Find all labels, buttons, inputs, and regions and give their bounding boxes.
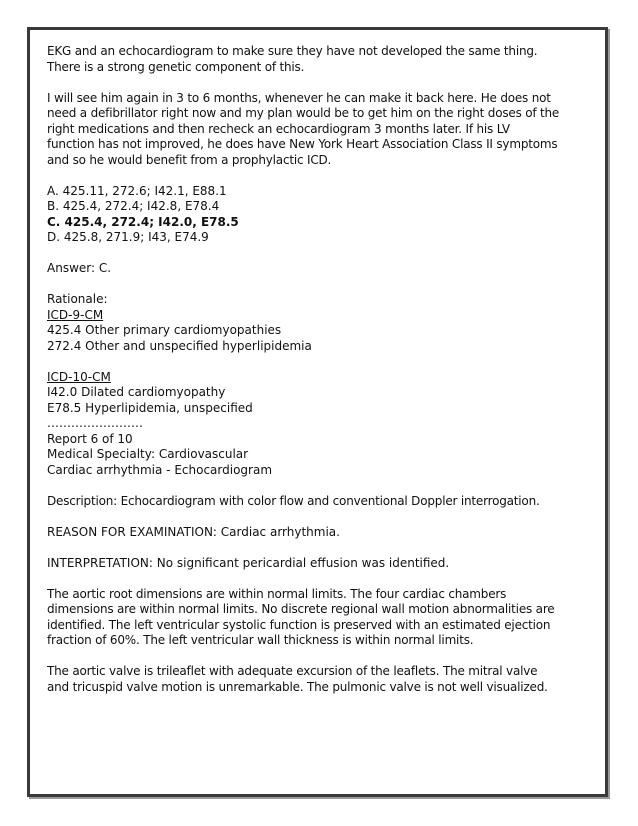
followup-paragraph (47, 90, 560, 169)
followup-line: and so he would benefit from a prophylactic ICD. (47, 152, 332, 167)
findings-line: The aortic valve is trileaflet with adequate excursion of the leaflets. The mitral valve (47, 664, 538, 678)
icd10-code: I42.0 Dilated cardiomyopathy (47, 385, 226, 399)
description-text: Description: Echocardiogram with color flow and conventional Doppler interrogation. (47, 493, 540, 508)
findings-line: The aortic root dimensions are within normal limits. The four cardiac chambers (47, 586, 507, 601)
followup-line: I will see him again in 3 to 6 months, whenever he can make it back here. He does not (47, 90, 551, 105)
reason-paragraph (47, 525, 537, 541)
option-b: B. 425.4, 272.4; I42.8, E78.4 (47, 199, 220, 213)
answer-text: Answer: C. (47, 261, 112, 275)
interpretation-paragraph (47, 556, 537, 572)
document-body (47, 44, 560, 711)
icd10-code: E78.5 Hyperlipidemia, unspecified (47, 400, 253, 415)
intro-line: EKG and an echocardiogram to make sure they have not developed the same thing. (47, 44, 538, 58)
findings-line: dimensions are within normal limits. No discrete regional wall motion abnormalities are (47, 602, 555, 616)
intro-line: There is a strong genetic component of this. (47, 59, 305, 74)
findings-line: identified. The left ventricular systolic function is preserved with an estimated ejection (47, 617, 551, 632)
answer-options (47, 184, 537, 246)
findings-line: fraction of 60%. The left ventricular wall thickness is within normal limits. (47, 633, 474, 647)
icd10-heading: ICD-10-CM (47, 369, 111, 384)
rationale-title: Rationale: (47, 292, 108, 306)
icd9-heading: ICD-9-CM (47, 307, 104, 322)
findings-line: and tricuspid valve motion is unremarkable. The pulmonic valve is not well visualized. (47, 679, 548, 694)
answer-line (47, 261, 537, 277)
followup-line: function has not improved, he does have New York Heart Association Class II symptoms (47, 137, 558, 151)
report-title: Cardiac arrhythmia - Echocardiogram (47, 462, 273, 477)
intro-paragraph (47, 44, 537, 75)
medical-specialty: Medical Specialty: Cardiovascular (47, 447, 249, 461)
option-c-correct: C. 425.4, 272.4; I42.0, E78.5 (47, 214, 239, 229)
findings-paragraph-1 (47, 586, 555, 649)
icd9-code: 272.4 Other and unspecified hyperlipidemia (47, 338, 312, 353)
interpretation-text: INTERPRETATION: No significant pericardial effusion was identified. (47, 555, 450, 570)
option-a: A. 425.11, 272.6; I42.1, E88.1 (47, 183, 227, 198)
followup-line: right medications and then recheck an echocardiogram 3 months later. If his LV (47, 121, 510, 136)
icd9-section (47, 292, 537, 354)
separator-dots: …………………… (47, 416, 143, 430)
report-number: Report 6 of 10 (47, 431, 133, 446)
option-d: D. 425.8, 271.9; I43, E74.9 (47, 230, 209, 244)
followup-line: need a defibrillator right now and my plan would be to get him on the right doses of the (47, 106, 560, 120)
icd9-code: 425.4 Other primary cardiomyopathies (47, 323, 282, 337)
findings-paragraph-2 (47, 664, 548, 695)
reason-text: REASON FOR EXAMINATION: Cardiac arrhythmia. (47, 524, 340, 539)
description-paragraph (47, 493, 540, 510)
icd10-section (47, 370, 537, 479)
